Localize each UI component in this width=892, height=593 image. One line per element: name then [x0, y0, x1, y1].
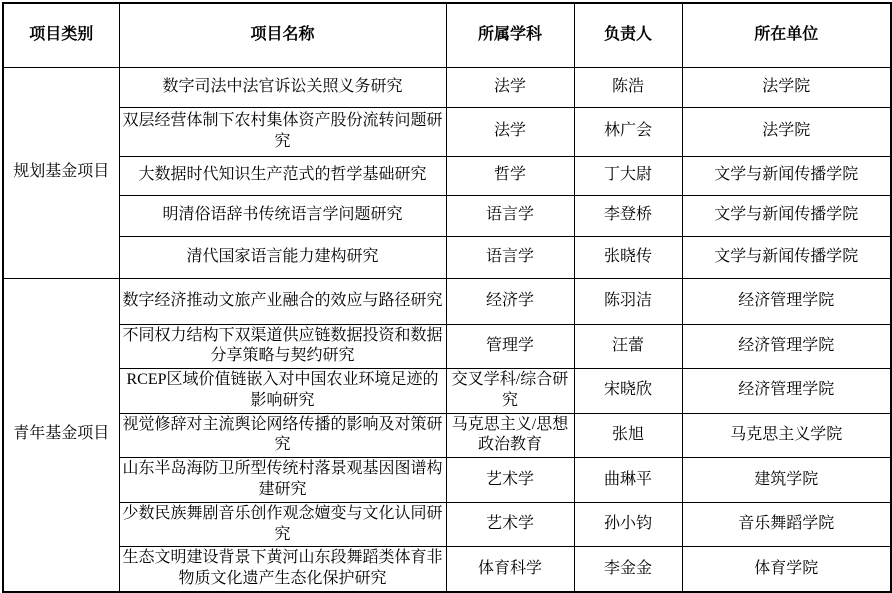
project-unit: 马克思主义学院	[682, 413, 891, 458]
table-row	[3, 324, 891, 369]
project-discipline: 法学	[446, 107, 574, 156]
project-name: 数字司法中法官诉讼关照义务研究	[119, 67, 446, 107]
project-unit: 经济管理学院	[682, 278, 891, 324]
project-name: 清代国家语言能力建构研究	[119, 236, 446, 278]
project-leader: 张晓传	[574, 236, 682, 278]
project-discipline: 语言学	[446, 195, 574, 236]
table-row	[3, 107, 891, 156]
project-name: 视觉修辞对主流舆论网络传播的影响及对策研究	[119, 413, 446, 458]
project-leader: 陈羽洁	[574, 278, 682, 324]
project-discipline: 艺术学	[446, 502, 574, 547]
project-leader: 李登桥	[574, 195, 682, 236]
project-unit: 建筑学院	[682, 458, 891, 503]
project-unit: 经济管理学院	[682, 369, 891, 414]
table-row	[3, 67, 891, 107]
project-discipline: 管理学	[446, 324, 574, 369]
project-discipline: 法学	[446, 67, 574, 107]
table-row	[3, 236, 891, 278]
project-leader: 汪蕾	[574, 324, 682, 369]
project-name: 少数民族舞剧音乐创作观念嬗变与文化认同研究	[119, 502, 446, 547]
table-row	[3, 458, 891, 503]
project-leader: 孙小钧	[574, 502, 682, 547]
project-unit: 音乐舞蹈学院	[682, 502, 891, 547]
project-discipline: 哲学	[446, 156, 574, 195]
table-row	[3, 278, 891, 324]
project-name: RCEP区域价值链嵌入对中国农业环境足迹的影响研究	[119, 369, 446, 414]
project-unit: 体育学院	[682, 547, 891, 592]
project-leader: 曲琳平	[574, 458, 682, 503]
project-leader: 李金金	[574, 547, 682, 592]
project-leader: 陈浩	[574, 67, 682, 107]
column-header-leader: 负责人	[574, 3, 682, 67]
project-name: 山东半岛海防卫所型传统村落景观基因图谱构建研究	[119, 458, 446, 503]
project-discipline: 经济学	[446, 278, 574, 324]
project-leader: 林广会	[574, 107, 682, 156]
column-header-name: 项目名称	[119, 3, 446, 67]
category-cell-youth-fund: 青年基金项目	[3, 278, 119, 592]
table-row	[3, 413, 891, 458]
project-name: 不同权力结构下双渠道供应链数据投资和数据分享策略与契约研究	[119, 324, 446, 369]
table-row	[3, 195, 891, 236]
table-row	[3, 156, 891, 195]
project-leader: 丁大尉	[574, 156, 682, 195]
project-name: 双层经营体制下农村集体资产股份流转问题研究	[119, 107, 446, 156]
project-unit: 文学与新闻传播学院	[682, 236, 891, 278]
column-header-discipline: 所属学科	[446, 3, 574, 67]
project-discipline: 体育科学	[446, 547, 574, 592]
project-leader: 张旭	[574, 413, 682, 458]
project-unit: 法学院	[682, 67, 891, 107]
table-row	[3, 547, 891, 592]
header-row	[3, 3, 891, 67]
category-cell-planning-fund: 规划基金项目	[3, 67, 119, 278]
project-discipline: 马克思主义/思想政治教育	[446, 413, 574, 458]
projects-table	[2, 2, 892, 593]
project-discipline: 艺术学	[446, 458, 574, 503]
project-leader: 宋晓欣	[574, 369, 682, 414]
project-name: 大数据时代知识生产范式的哲学基础研究	[119, 156, 446, 195]
project-unit: 文学与新闻传播学院	[682, 156, 891, 195]
table-row	[3, 502, 891, 547]
column-header-category: 项目类别	[3, 3, 119, 67]
column-header-unit: 所在单位	[682, 3, 891, 67]
project-discipline: 语言学	[446, 236, 574, 278]
project-unit: 文学与新闻传播学院	[682, 195, 891, 236]
project-discipline: 交叉学科/综合研究	[446, 369, 574, 414]
project-unit: 法学院	[682, 107, 891, 156]
project-unit: 经济管理学院	[682, 324, 891, 369]
project-name: 生态文明建设背景下黄河山东段舞蹈类体育非物质文化遗产生态化保护研究	[119, 547, 446, 592]
table-row	[3, 369, 891, 414]
project-name: 数字经济推动文旅产业融合的效应与路径研究	[119, 278, 446, 324]
project-name: 明清俗语辞书传统语言学问题研究	[119, 195, 446, 236]
